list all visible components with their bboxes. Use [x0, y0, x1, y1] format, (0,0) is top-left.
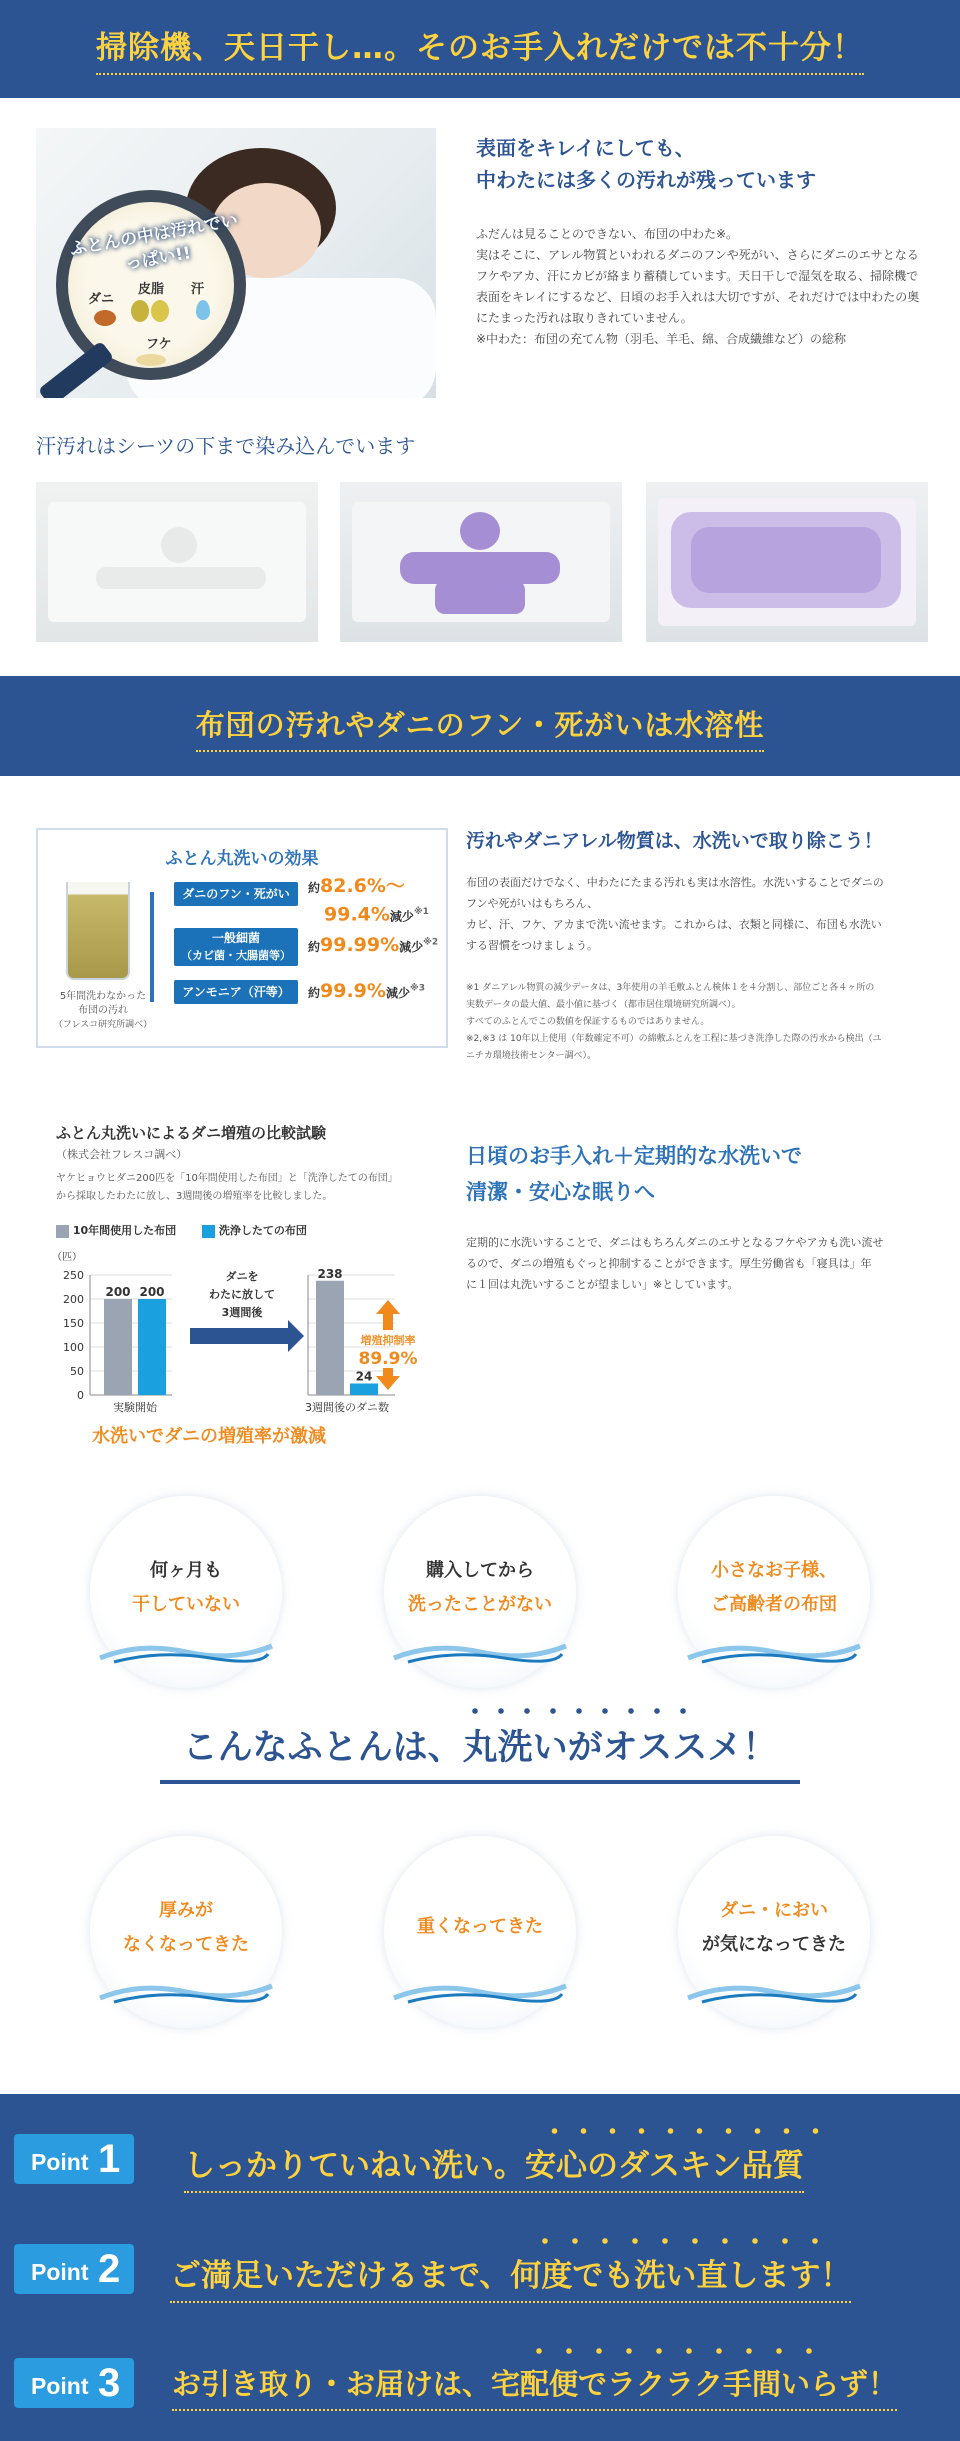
circle-line1: 厚みが	[159, 1900, 213, 1921]
arrow-up-icon	[376, 1300, 400, 1330]
chart-legend	[56, 1222, 307, 1238]
point-2-badge	[14, 2244, 134, 2294]
sweat-drop-icon	[196, 300, 210, 320]
sec1-para-line: フケやアカ、汗にカビが絡まり蓄積しています。天日干しで湿気を取る、掃除機で	[476, 269, 919, 283]
arrow-text: ダニを	[225, 1270, 259, 1283]
effect-row-2-label-line2: （カビ菌・大腸菌等）	[181, 949, 291, 962]
suppression-label: 増殖抑制率	[360, 1334, 416, 1347]
circle-line2: が気になってきた	[702, 1934, 846, 1955]
circle-line1: 購入してから	[426, 1560, 534, 1581]
sebum-icon-2	[151, 300, 169, 322]
sweat-heading: 汗汚れはシーツの下まで染み込んでいます	[36, 434, 416, 458]
mite-chart	[50, 1240, 440, 1420]
point-number: 3	[98, 2361, 121, 2405]
sec2-note-line: ニチカ環境技術センター調べ）。	[466, 1051, 596, 1061]
point-word: Point	[31, 2259, 89, 2285]
y-tick-label: 150	[63, 1317, 84, 1330]
effect-row-3-value	[308, 980, 425, 1002]
sec1-para-line: ※中わた：布団の充てん物（羽毛、羊毛、綿、合成繊維など）の総称	[476, 332, 847, 346]
bar-used-futon	[104, 1299, 132, 1395]
chart-title: ふとん丸洗いによるダニ増殖の比較試験	[56, 1124, 327, 1142]
sec2-note-line: ※2,※3 は 10年以上使用（年数確定不可）の綿敷ふとんを工程に基づき洗浄した際の汚水から検出（ユ	[466, 1034, 882, 1044]
point-number: 1	[98, 2137, 121, 2181]
label-sweat: 汗	[191, 282, 205, 297]
sec1-heading-line2: 中わたには多くの汚れが残っています	[476, 168, 816, 192]
y-tick-label: 250	[63, 1269, 84, 1282]
beaker-caption-line: （フレスコ研究所調べ）	[53, 1020, 153, 1030]
sleeping-woman-photo	[36, 128, 436, 398]
data-label: 24	[355, 1369, 373, 1384]
circle-line2: ご高齢者の布団	[711, 1594, 837, 1615]
circle-line2: 洗ったことがない	[408, 1594, 552, 1615]
sec2-para-line: する習慣をつけましょう。	[466, 939, 598, 952]
circle-line2: なくなってきた	[123, 1934, 249, 1955]
effect-row-1-value	[308, 874, 429, 928]
effect-pre: 約	[308, 881, 321, 895]
point-1-badge	[14, 2134, 134, 2184]
point-word: Point	[31, 2373, 89, 2399]
chart-subtitle: （株式会社フレスコ調べ）	[56, 1148, 188, 1161]
sec3-para-line: 定期的に水洗いすることで、ダニはもちろんダニのエサとなるフケやアカも洗い流せ	[466, 1236, 884, 1249]
legend-swatch-1	[56, 1225, 69, 1238]
suppression-value: 89.9%	[358, 1349, 418, 1369]
emphasis-dots	[524, 2346, 824, 2356]
x-tick-label: 3週間後のダニ数	[305, 1401, 389, 1414]
sec3-heading-line1: 日頃のお手入れ＋定期的な水洗いで	[466, 1144, 802, 1168]
point-number: 2	[98, 2247, 121, 2291]
water-splash-icon	[678, 1976, 870, 2006]
point-2-text: ご満足いただけるまで、何度でも洗い直します！	[170, 2250, 851, 2303]
label-dandruff: フケ	[146, 337, 172, 352]
header-band-1	[0, 0, 960, 98]
sec2-note-line: 実数データの最大値、最小値に基づく（都市居住環境研究所調べ）。	[466, 1000, 741, 1010]
label-sebum: 皮脂	[138, 282, 165, 297]
chart-desc-line: から採取したわたに放し、3週間後の増殖率を比較しました。	[56, 1191, 333, 1202]
water-splash-icon	[384, 1636, 576, 1666]
sec1-heading	[476, 132, 816, 196]
emphasis-dots	[462, 1706, 692, 1716]
chart-desc	[56, 1170, 398, 1206]
y-axis-label: （匹）	[52, 1252, 82, 1263]
data-label: 238	[317, 1266, 343, 1281]
legend-swatch-2	[202, 1225, 215, 1238]
point-3-badge	[14, 2358, 134, 2408]
effect-note: ※2	[423, 937, 439, 948]
y-tick-label: 50	[70, 1365, 84, 1378]
water-splash-icon	[678, 1636, 870, 1666]
circle-line1: 小さなお子様、	[711, 1560, 837, 1581]
effect-value: 99.9%	[320, 980, 386, 1002]
sec2-para-line: 布団の表面だけでなく、中わたにたまる汚れも実は水溶性。水洗いすることでダニの	[466, 876, 884, 889]
sec2-notes	[466, 980, 936, 1065]
circle-line2: 干していない	[132, 1594, 240, 1615]
arrow-text: わたに放して	[209, 1288, 275, 1301]
sec1-paragraph	[476, 224, 936, 350]
sec3-heading-line2: 清潔・安心な眠りへ	[466, 1180, 655, 1204]
y-tick-label: 100	[63, 1341, 84, 1354]
header-band-2	[0, 676, 960, 776]
sec1-para-line: 実はそこに、アレル物質といわれるダニのフンや死がい、さらにダニのエサとなる	[476, 248, 919, 262]
effect-value2: 99.4%	[324, 903, 390, 926]
effect-row-2-label-line1: 一般細菌	[211, 931, 260, 945]
sec1-para-line: にたまった汚れは取りきれていません。	[476, 311, 693, 325]
circle-mites-smell	[678, 1836, 870, 2028]
water-splash-icon	[384, 1976, 576, 2006]
water-splash-icon	[90, 1976, 282, 2006]
magnifier-caption: ふとんの中は汚れでいっぱい!!	[68, 210, 240, 275]
data-label: 200	[139, 1285, 165, 1299]
effect-row-2-label	[174, 928, 298, 966]
circle-children-elderly	[678, 1496, 870, 1688]
band-1-title: 掃除機、天日干し…。そのお手入れだけでは不十分！	[96, 22, 864, 75]
beaker-caption	[48, 990, 158, 1032]
emphasis-dots	[540, 2126, 830, 2136]
effect-row-3	[174, 980, 298, 1004]
label-mite: ダニ	[88, 292, 115, 307]
circle-line1: 重くなってきた	[417, 1916, 543, 1937]
point-word: Point	[31, 2149, 89, 2175]
y-tick-label: 200	[63, 1293, 84, 1306]
effect-suffix: 減少	[399, 940, 424, 954]
chart-conclusion: 水洗いでダニの増殖率が激減	[92, 1426, 326, 1447]
emphasis-dots	[530, 2236, 830, 2246]
arrow-right-icon	[190, 1320, 304, 1352]
sec2-para-line: カビ、汗、フケ、アカまで洗い流せます。これからは、衣類と同様に、布団も水洗い	[466, 918, 882, 931]
circle-line1: ダニ・におい	[720, 1900, 828, 1921]
y-tick-label: 0	[77, 1389, 84, 1402]
effect-note: ※1	[413, 907, 429, 917]
sec2-note-line: すべてのふとんでこの数値を保証するものではありません。	[466, 1017, 710, 1027]
bar-used-futon	[316, 1281, 344, 1395]
recommend-title-wrap	[160, 1720, 800, 1784]
sec2-note-line: ※1 ダニアレル物質の減少データは、3年使用の羊毛敷ふとん検体１を４分割し、部位ごと各４ヶ所の	[466, 983, 875, 993]
sheet-photo-3	[646, 482, 928, 642]
beaker-icon	[66, 882, 130, 980]
point-3-text: お引き取り・お届けは、宅配便でラクラク手間いらず！	[172, 2362, 897, 2411]
circle-thinner	[90, 1836, 282, 2028]
water-splash-icon	[90, 1636, 282, 1666]
sec1-heading-line1: 表面をキレイにしても、	[476, 136, 695, 160]
effect-pre: 約	[308, 986, 321, 1000]
sec1-para-line: 表面をキレイにするなど、日頃のお手入れは大切ですが、それだけでは中わたの奥	[476, 290, 920, 304]
bar-washed-futon	[138, 1299, 166, 1395]
bar-washed-futon	[350, 1383, 378, 1395]
sec2-para-line: フンや死がいはもちろん、	[466, 897, 599, 910]
sec2-heading: 汚れやダニアレル物質は、水洗いで取り除こう！	[466, 830, 883, 852]
point-1-text: しっかりていねい洗い。安心のダスキン品質	[184, 2140, 804, 2193]
sec3-heading	[466, 1138, 802, 1210]
effect-suffix: 減少	[385, 986, 410, 1000]
sheet-photo-2	[340, 482, 622, 642]
sec3-para-line: に１回は丸洗いすることが望ましい」※としています。	[466, 1278, 739, 1291]
circle-not-dried	[90, 1496, 282, 1688]
legend-label-2: 洗浄したての布団	[218, 1224, 307, 1237]
effect-row-2-value	[308, 934, 438, 956]
legend-label-1: 10年間使用した布団	[72, 1224, 177, 1237]
sec2-paragraph	[466, 872, 936, 956]
data-label: 200	[105, 1285, 131, 1299]
arrow-down-icon	[376, 1368, 400, 1390]
beaker-caption-line: 5年間洗わなかった	[59, 991, 147, 1002]
beaker-caption-line: 布団の汚れ	[78, 1005, 128, 1016]
effect-value: 99.99%	[320, 934, 400, 956]
circle-heavier	[384, 1836, 576, 2028]
effect-note: ※3	[409, 983, 425, 994]
sebum-icon	[131, 300, 149, 322]
dandruff-icon	[136, 354, 166, 366]
chart-desc-line: ヤケヒョウヒダニ200匹を「10年間使用した布団」と「洗浄したての布団」	[56, 1173, 398, 1184]
effect-box	[36, 828, 448, 1048]
sheet-photo-1	[36, 482, 318, 642]
arrow-text: 3週間後	[221, 1306, 263, 1319]
x-tick-label: 実験開始	[113, 1401, 157, 1414]
effect-pre: 約	[308, 940, 321, 954]
effect-value: 82.6%～	[320, 875, 405, 897]
effect-title: ふとん丸洗いの効果	[165, 849, 319, 869]
mite-icon	[94, 310, 116, 326]
effect-row-2	[174, 928, 298, 966]
recommend-title: こんなふとんは、丸洗いがオススメ！	[182, 1728, 778, 1768]
effect-row-3-label: アンモニア（汗等）	[174, 980, 298, 1004]
band-2-title: 布団の汚れやダニのフン・死がいは水溶性	[196, 703, 765, 752]
effect-suffix: 減少	[389, 909, 414, 924]
effect-row-1-label: ダニのフン・死がい	[174, 882, 298, 906]
circle-line1: 何ヶ月も	[150, 1560, 222, 1581]
sec3-paragraph	[466, 1232, 936, 1295]
sec1-para-line: ふだんは見ることのできない、布団の中わた※。	[476, 227, 739, 241]
effect-row-1	[174, 882, 298, 906]
circle-never-washed	[384, 1496, 576, 1688]
sec3-para-line: るので、ダニの増殖もぐっと抑制することができます。厚生労働省も「寝具は」年	[466, 1257, 872, 1270]
